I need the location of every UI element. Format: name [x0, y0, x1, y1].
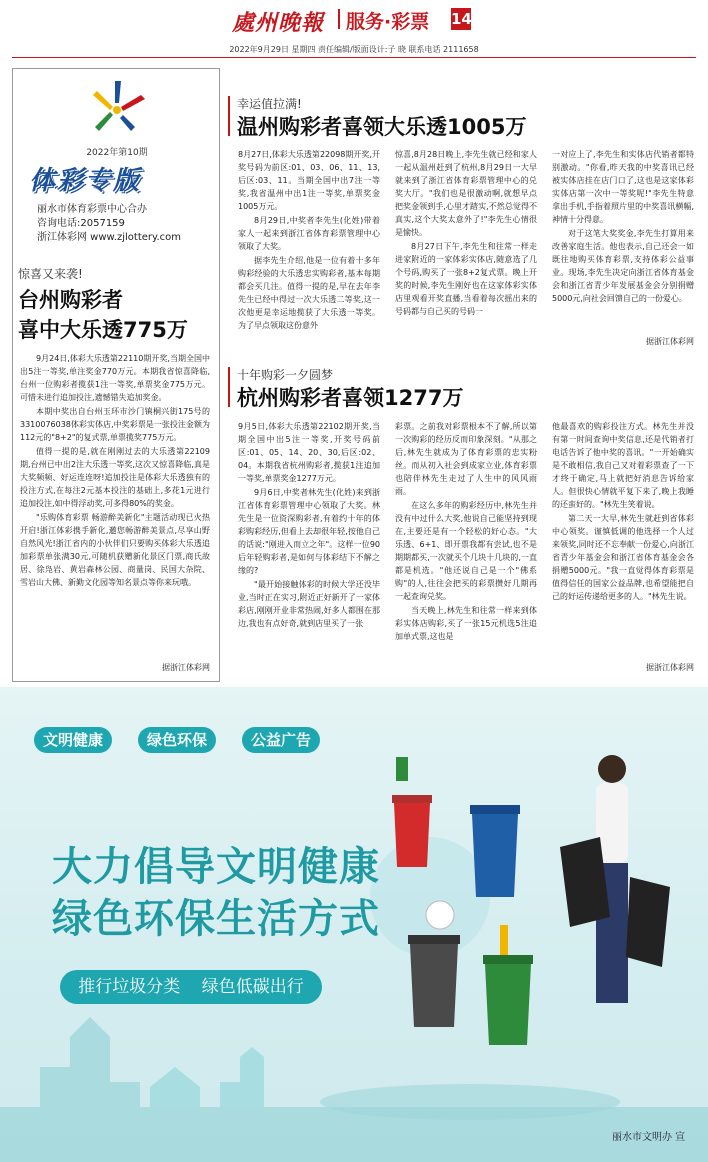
ad-slogan: 绿色低碳出行 — [201, 977, 304, 997]
header-rule — [12, 57, 696, 58]
article-3-column-3 — [552, 420, 694, 656]
article-2-column-1 — [238, 148, 380, 344]
paragraph: 值得一提的是,就在刚刚过去的大乐透第22109期,台州已中出2注大乐透一等奖,这次又惊喜降临,真是大奖频频、好运连连呀!追加投注是体彩大乐透独有的投注方式,在每注2元基本投注的基础上,多花1元进行追加投注,如中得浮动奖,可多得80%的奖金。 — [20, 447, 210, 508]
paragraph: 9月24日,体彩大乐透第22110期开奖,当期全国中出5注一等奖,单注奖金770万元。本期我省惊喜降临,台州一位购彩者揽获1注一等奖,单票奖金775万元。可惜未进行追加投注,遗憾错失追加奖金。 — [20, 354, 210, 402]
article-2-accent-bar — [228, 96, 230, 136]
article-2-column-2 — [395, 148, 537, 344]
paragraph: 惊喜,8月28日晚上,李先生就已经和家人一起从温州赶到了杭州,8月29日一大早就来到了浙江省体育彩票管理中心的兑奖大厅。"我们也是很激动啊,就想早点把奖金领到手,心里才踏实,不然总觉得不真实,这个大奖太意外了!"李先生心情很是愉快。 — [395, 150, 537, 237]
article-3-column-2 — [395, 420, 537, 656]
article-1-body — [20, 352, 210, 658]
article-3-accent-bar — [228, 367, 230, 407]
ad-tag: 文明健康 — [34, 727, 112, 753]
paragraph: 据李先生介绍,他是一位有着十多年购彩经验的大乐透忠实购彩者,基本每期都会买几注。值得一提的是,早在去年李先生已经中得过一次大乐透二等奖,这一次他更是幸运地揽获了大乐透一等奖。为了早点领取这份意外 — [238, 256, 380, 330]
issue-year: 2022年第10期 — [86, 148, 148, 158]
ad-slogan: 推行垃圾分类 — [78, 977, 181, 997]
paragraph: 8月27日,体彩大乐透第22098期开奖,开奖号码为前区:01、03、06、11、13,后区:03、11。当期全国中出7注一等奖,我省温州中出1注一等奖,单票奖金1005万元。 — [238, 150, 380, 211]
ad-tag: 绿色环保 — [138, 727, 216, 753]
article-1-kicker: 惊喜又来袭! — [18, 267, 83, 281]
ad-tag: 公益广告 — [242, 727, 320, 753]
page-number: 14 — [451, 10, 472, 28]
paragraph: 彩票。之前我对彩票根本不了解,所以第一次购彩的经历反而印象深刻。"从那之后,林先生就成为了体育彩票的忠实粉丝。而从初入社会到成家立业,体育彩票也陪伴林先生走过了人生中的风风雨雨。 — [395, 422, 537, 496]
org-info — [37, 203, 181, 245]
edition-title: 体彩专版 — [29, 166, 142, 196]
paragraph: 9月5日,体彩大乐透第22102期开奖,当期全国中出5注一等奖,开奖号码前区:01、05、14、20、30,后区:02、04。本期我省杭州购彩者,揽获1注追加一等奖,单票奖金1277万元。 — [238, 422, 380, 483]
newspaper-name: 處州晚報 — [232, 10, 325, 36]
issue-info: 2022年9月29日 星期四 责任编辑/版面设计:子 晓 联系电话 2111658 — [229, 45, 479, 54]
paragraph: 第二天一大早,林先生就赶到省体彩中心领奖。谨慎低调的他选择一个人过来领奖,同时还不忘奉献一份爱心,向浙江省青少年基金会和浙江省体育基金会各捐赠5000元。"我一直觉得体育彩票是值得信任的国家公益品牌,也希望能把自己的好运传递给更多的人。"林先生说。 — [552, 514, 694, 601]
masthead — [0, 0, 708, 40]
section-title: 服务·彩票 — [346, 11, 430, 33]
article-2-column-3 — [552, 148, 694, 344]
article-3-column-1 — [238, 420, 380, 656]
article-2-kicker: 幸运值拉满! — [237, 97, 302, 111]
article-3-kicker: 十年购彩一夕圆梦 — [237, 368, 334, 382]
paragraph: 8月27日下午,李先生和往常一样走进家附近的一家体彩实体店,随意选了几个号码,购买了一张8+2复式票。晚上开奖的时候,李先生刚好也在这家体彩实体店里观看开奖直播,当看着每次摇出来的号码都与自己买的号码一 — [395, 242, 537, 316]
paragraph: 他最喜欢的购彩投注方式。林先生并没有第一时间查询中奖信息,还是代销者打电话告诉了他中奖的喜讯。"一开始确实是不敢相信,我自己又对着彩票查了一下才终于确定,马上就把好消息告诉给家人。但很快心情就平复下来了,晚上我睡的还蛮好的。"林先生笑着说。 — [552, 422, 694, 509]
article-1-headline — [18, 285, 208, 345]
org-website: 浙江体彩网 www.zjlottery.com — [37, 232, 182, 243]
paragraph: 一对应上了,李先生和实体店代销者都特别激动。"你看,昨天我的中奖喜讯已经被实体店挂在店门口了,这也是这家体彩实体店第一次中一等奖呢!"李先生特意拿出手机,手指着照片里的中奖喜讯横幅,神情十分得意。 — [552, 150, 694, 224]
paragraph: 在这么多年的购彩经历中,林先生并没有中过什么大奖,他说自己能坚持到现在,主要还是有一个轻松的好心态。"大乐透、6+1、即开票我都有尝试,也不是期期都买,一次就买个几块十几块的,一直都是机选。"他还说自己是一个"佛系购"的人,往往会把买的彩票攒好几期再一起查询兑奖。 — [395, 501, 537, 601]
paragraph: 9月6日,中奖者林先生(化姓)来到浙江省体育彩票管理中心领取了大奖。林先生是一位资深购彩者,有着约十年的体彩购彩经历,但看上去却很年轻,按他自己的话说:"刚进入而立之年"。这样一位90后年轻购彩者,是如何与体彩结下不解之缘的? — [238, 488, 380, 575]
org-line: 丽水市体育彩票中心合办 — [37, 204, 147, 215]
paragraph: "最开始接触体彩的时候大学还没毕业,当时正在实习,附近正好新开了一家体彩店,刚刚开业非常热闹,好多人都围在那边,我也有点好奇,就到店里买了一张 — [238, 580, 380, 628]
paragraph: 当天晚上,林先生和往常一样来到体彩实体店购彩,买了一张15元机选5注追加单式票,这也是 — [395, 606, 537, 641]
paragraph: 对于这笔大奖奖金,李先生打算用来改善家庭生活。他也表示,自己还会一如既往地购买体育彩票,支持体彩公益事业。现场,李先生决定向浙江省体育基金会和浙江省青少年发展基金会分别捐赠5000元,向社会回馈自己的一份爱心。 — [552, 229, 694, 303]
headline-line: 台州购彩者 — [18, 288, 123, 312]
headline-line: 喜中大乐透775万 — [18, 318, 188, 342]
paragraph: 本期中奖出自台州玉环市沙门镇桐兴街175号的33100760​38体彩实体店,中奖彩票是一张投注金额为112元的"8+2"的复式票,单票揽奖775万元。 — [20, 407, 210, 442]
article-2-credit: 据浙江体彩网 — [646, 337, 694, 346]
article-3-headline: 杭州购彩者喜领1277万 — [237, 386, 464, 410]
org-phone: 咨询电话:2057159 — [37, 218, 125, 229]
paragraph: 8月29日,中奖者李先生(化姓)带着家人一起来到浙江省体育彩票管理中心领取了大奖。 — [238, 216, 380, 251]
article-1-credit: 据浙江体彩网 — [162, 663, 210, 672]
article-3-credit: 据浙江体彩网 — [646, 663, 694, 672]
article-2-headline: 温州购彩者喜领大乐透1005万 — [237, 115, 527, 139]
public-service-ad — [0, 687, 708, 1162]
sports-lottery-logo-icon — [85, 79, 149, 139]
ad-headline-line-1: 大力倡导文明健康 — [52, 844, 380, 890]
ad-headline-line-2: 绿色环保生活方式 — [52, 896, 380, 942]
ad-slogan-pill — [60, 970, 322, 1004]
ad-signature: 丽水市文明办 宣 — [612, 1132, 686, 1143]
masthead-divider — [338, 9, 340, 29]
paragraph: "乐购体育彩票 畅游醉美新化"主题活动现已火热开启!浙江体彩携手新化,邀您畅游醉美景点,尽享山野自然风光!浙江省内的小伙伴们只要购买体彩大乐透追加彩票单张满30元,可随机获赠新化景区门票,商氏故居、徐凫岩、黄岩森林公园、商量岗、民国大杂院、雪岩山大佛、新勤文化园等知名景点等你来玩哦。 — [20, 513, 210, 587]
